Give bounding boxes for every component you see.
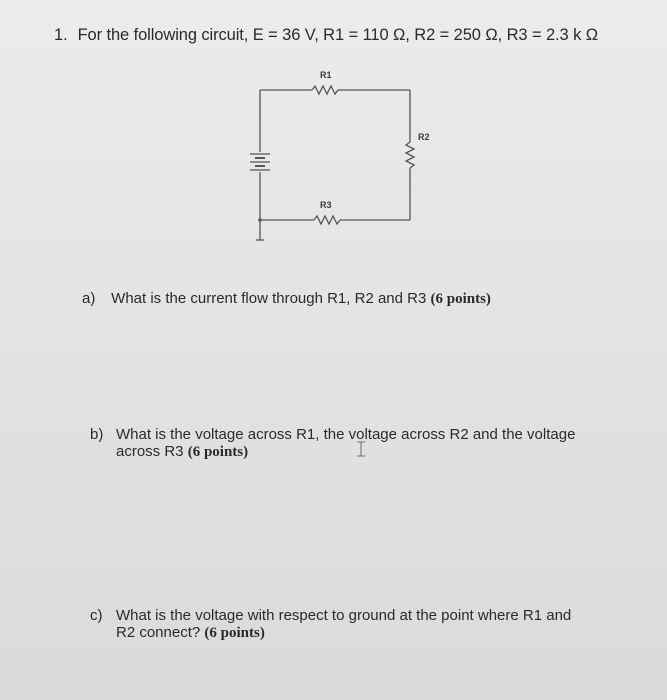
r1-label: R1 (320, 70, 332, 80)
problem-statement (54, 26, 598, 45)
problem-number: 1. (54, 26, 68, 44)
question-a-text: What is the current flow through R1, R2 and R3 (111, 290, 427, 307)
battery-symbol (250, 154, 270, 170)
question-c-text-line1: What is the voltage with respect to ground at the point where R1 and (116, 607, 572, 624)
question-b-letter: b) (90, 426, 104, 443)
question-c-text-line2: R2 connect? (116, 624, 201, 641)
question-a-letter: a) (82, 290, 96, 307)
r2-resistor (406, 142, 414, 168)
question-b-text-line1: What is the voltage across R1, the voltage across R2 and the voltage (116, 426, 576, 443)
question-b-text-line2: across R3 (116, 443, 184, 460)
r2-label: R2 (418, 132, 430, 142)
text-cursor-icon (355, 441, 367, 457)
question-c-letter: c) (90, 607, 103, 624)
circuit-schematic (230, 60, 450, 260)
question-a (82, 290, 491, 308)
question-c-points: (6 points) (204, 625, 265, 641)
node-dot (258, 218, 262, 222)
r1-resistor (312, 86, 338, 94)
circuit-diagram (230, 60, 450, 260)
question-a-points: (6 points) (430, 291, 491, 307)
problem-text: For the following circuit, E = 36 V, R1 = 110 Ω, R2 = 250 Ω, R3 = 2.3 k Ω (77, 26, 598, 44)
r3-label: R3 (320, 200, 332, 210)
r3-resistor (314, 216, 340, 224)
question-b-points: (6 points) (187, 444, 249, 460)
question-c (90, 607, 630, 642)
